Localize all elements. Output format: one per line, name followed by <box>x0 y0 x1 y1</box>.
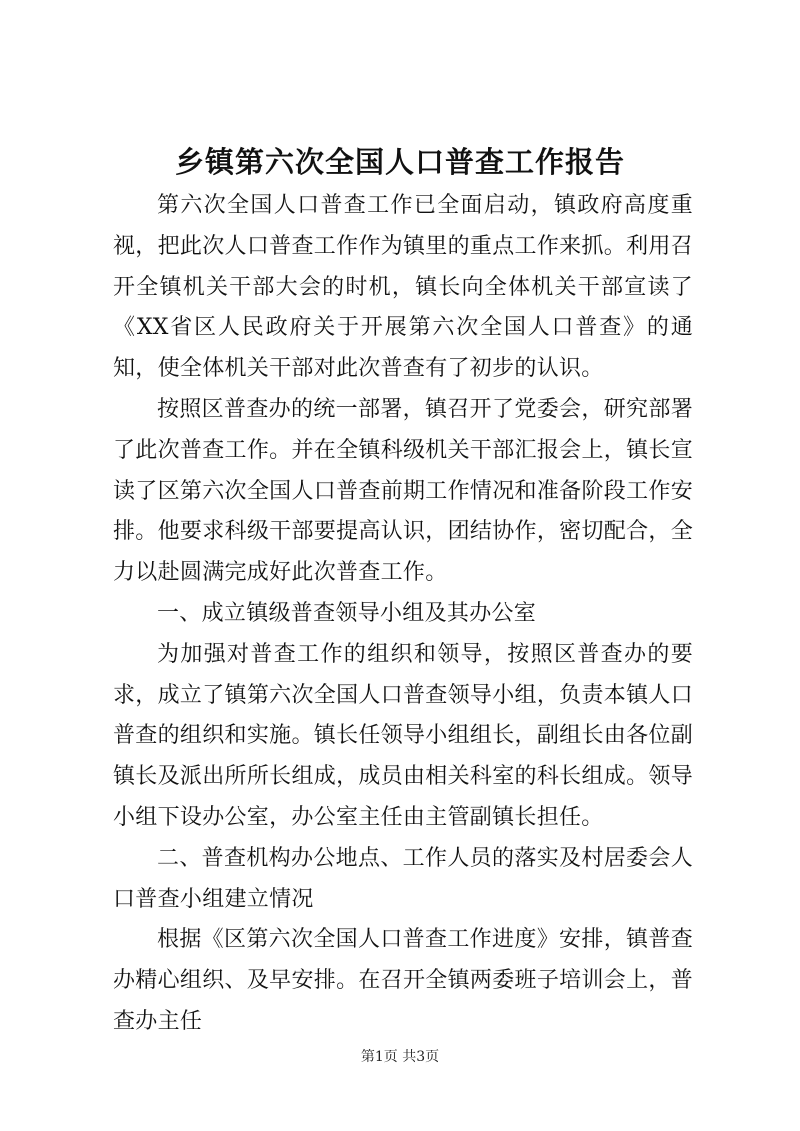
section-heading-2: 二、普查机构办公地点、工作人员的落实及村居委会人口普查小组建立情况 <box>113 845 693 912</box>
document-body <box>113 186 693 1043</box>
section-heading-1: 一、成立镇级普查领导小组及其办公室 <box>157 600 537 626</box>
document-title: 乡镇第六次全国人口普查工作报告 <box>174 145 625 179</box>
page-number-footer: 第1页 共3页 <box>360 1049 440 1065</box>
paragraph-intro: 第六次全国人口普查工作已全面启动，镇政府高度重视，把此次人口普查工作作为镇里的重点工作来抓。利用召开全镇机关干部大会的时机，镇长向全体机关干部宣读了《XX省区人民政府关于开展第六次全国人口普查》的通知，使全体机关干部对此次普查有了初步的认识。 <box>113 193 693 382</box>
paragraph-deployment: 按照区普查办的统一部署，镇召开了党委会，研究部署了此次普查工作。并在全镇科级机关干部汇报会上，镇长宣读了区第六次全国人口普查前期工作情况和准备阶段工作安排。他要求科级干部要提高认识，团结协作，密切配合，全力以赴圆满完成好此次普查工作。 <box>113 396 693 586</box>
paragraph-arrangement: 根据《区第六次全国人口普查工作进度》安排，镇普查办精心组织、及早安排。在召开全镇两委班子培训会上，普查办主任 <box>113 927 693 1034</box>
paragraph-leadership-group: 为加强对普查工作的组织和领导，按照区普查办的要求，成立了镇第六次全国人口普查领导小组，负责本镇人口普查的组织和实施。镇长任领导小组组长，副组长由各位副镇长及派出所所长组成，成员由相关科室的科长组成。领导小组下设办公室，办公室主任由主管副镇长担任。 <box>113 641 693 830</box>
